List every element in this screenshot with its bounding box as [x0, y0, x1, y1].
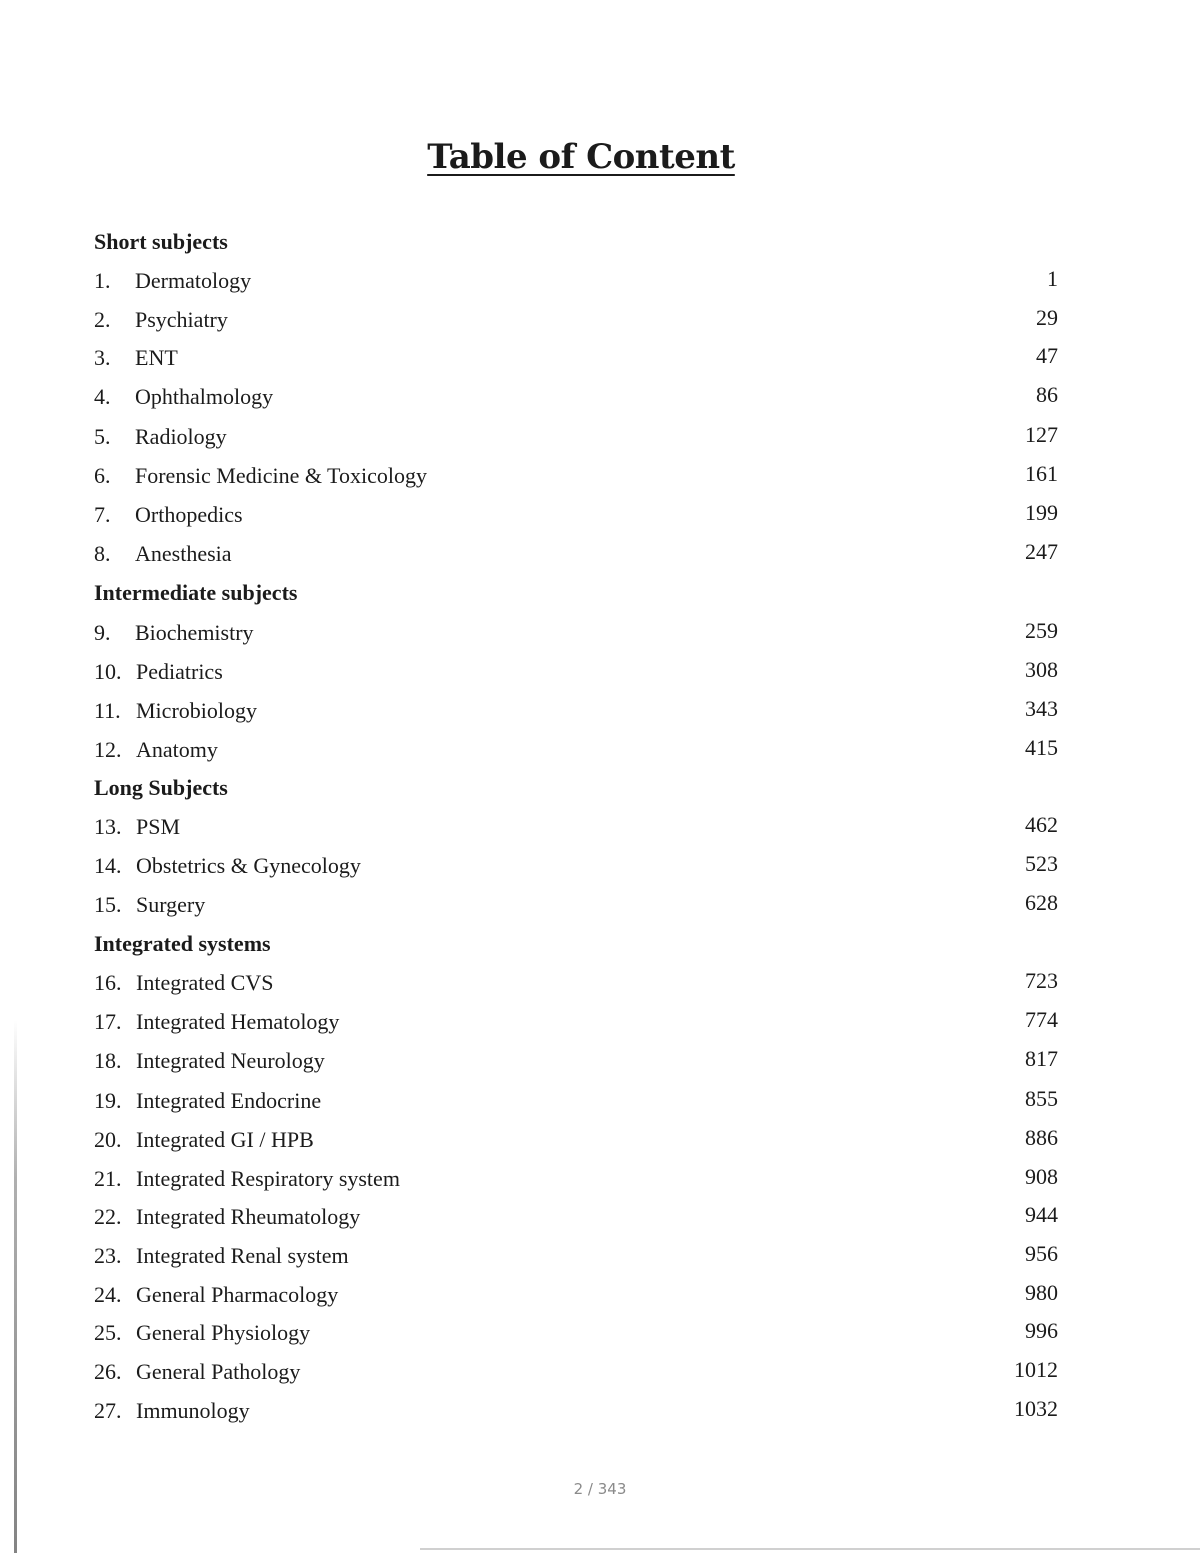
toc-entry-page-number: 1012	[1014, 1357, 1058, 1382]
toc-entry[interactable]	[94, 697, 1058, 725]
toc-entry-page-number: 259	[1025, 618, 1058, 643]
section-heading: Integrated systems	[94, 931, 271, 956]
toc-entry-page-number: 308	[1025, 657, 1058, 682]
toc-entry-number: 7.	[94, 502, 111, 527]
section-heading: Short subjects	[94, 229, 228, 254]
toc-entry-page-number: 1	[1047, 266, 1058, 291]
toc-entry-page-number: 127	[1025, 422, 1058, 447]
toc-entry-number: 17.	[94, 1009, 122, 1034]
toc-entry-number: 1.	[94, 268, 111, 293]
toc-entry-number: 13.	[94, 814, 122, 839]
toc-entry-page-number: 523	[1025, 851, 1058, 876]
toc-entry[interactable]	[94, 852, 1058, 880]
toc-entry-title: Pediatrics	[136, 659, 223, 684]
toc-entry-title: Ophthalmology	[135, 384, 274, 409]
toc-entry-number: 9.	[94, 620, 111, 645]
toc-entry-title: Anesthesia	[135, 541, 232, 566]
toc-entry-number: 21.	[94, 1166, 122, 1191]
toc-entry-title: Biochemistry	[135, 620, 254, 645]
toc-entry[interactable]	[94, 1047, 1058, 1075]
toc-entry-title: Obstetrics & Gynecology	[136, 853, 361, 878]
toc-entry[interactable]	[94, 891, 1058, 919]
toc-entry-title: General Pathology	[136, 1359, 301, 1384]
toc-entry[interactable]	[94, 658, 1058, 686]
toc-entry-page-number: 462	[1025, 812, 1058, 837]
toc-entry-title: Dermatology	[135, 268, 252, 293]
toc-entry-number: 12.	[94, 737, 122, 762]
toc-entry-title: PSM	[136, 814, 181, 839]
toc-entry[interactable]	[94, 1358, 1058, 1386]
toc-entry[interactable]	[94, 423, 1058, 451]
toc-entry-page-number: 944	[1025, 1202, 1058, 1227]
toc-entry-page-number: 47	[1036, 343, 1058, 368]
toc-entry[interactable]	[94, 736, 1058, 764]
toc-entry[interactable]	[94, 1203, 1058, 1231]
toc-entry-title: Immunology	[136, 1398, 250, 1423]
toc-entry-title: Integrated Renal system	[136, 1243, 349, 1268]
toc-entry-page-number: 29	[1036, 305, 1058, 330]
toc-entry-number: 11.	[94, 698, 121, 723]
toc-entry[interactable]	[94, 1165, 1058, 1193]
toc-entry-number: 6.	[94, 463, 111, 488]
toc-entry[interactable]	[94, 540, 1058, 568]
toc-entry-page-number: 199	[1025, 500, 1058, 525]
toc-entry-title: Microbiology	[136, 698, 257, 723]
toc-entry-page-number: 415	[1025, 735, 1058, 760]
section-heading: Intermediate subjects	[94, 580, 298, 605]
toc-entry[interactable]	[94, 1397, 1058, 1425]
toc-entry[interactable]	[94, 383, 1058, 411]
toc-entry[interactable]	[94, 306, 1058, 334]
toc-entry-number: 27.	[94, 1398, 122, 1423]
toc-entry-number: 23.	[94, 1243, 122, 1268]
toc-entry-page-number: 161	[1025, 461, 1058, 486]
toc-entry-page-number: 908	[1025, 1164, 1058, 1189]
toc-entry[interactable]	[94, 1281, 1058, 1309]
toc-entry-number: 2.	[94, 307, 111, 332]
toc-entry-number: 8.	[94, 541, 111, 566]
toc-entry-page-number: 886	[1025, 1125, 1058, 1150]
toc-entry-page-number: 723	[1025, 968, 1058, 993]
toc-entry[interactable]	[94, 969, 1058, 997]
toc-entry-number: 10.	[94, 659, 122, 684]
toc-entry-number: 14.	[94, 853, 122, 878]
toc-entry[interactable]	[94, 501, 1058, 529]
toc-entry-number: 16.	[94, 970, 122, 995]
toc-entry-page-number: 980	[1025, 1280, 1058, 1305]
toc-entry[interactable]	[94, 462, 1058, 490]
toc-entry-title: Integrated Neurology	[136, 1048, 325, 1073]
toc-entry-title: Integrated Rheumatology	[136, 1204, 361, 1229]
toc-entry[interactable]	[94, 344, 1058, 372]
toc-entry-title: ENT	[135, 345, 178, 370]
page-title-text: Table of Content	[427, 137, 735, 177]
toc-entry-page-number: 817	[1025, 1046, 1058, 1071]
toc-entry-title: Forensic Medicine & Toxicology	[135, 463, 427, 488]
toc-entry-number: 19.	[94, 1088, 122, 1113]
toc-entry-number: 5.	[94, 424, 111, 449]
toc-entry[interactable]	[94, 1242, 1058, 1270]
toc-entry-page-number: 628	[1025, 890, 1058, 915]
toc-entry-page-number: 86	[1036, 382, 1058, 407]
toc-entry-number: 24.	[94, 1282, 122, 1307]
page-indicator: 2 / 343	[573, 1480, 627, 1498]
toc-entry-number: 20.	[94, 1127, 122, 1152]
toc-entry[interactable]	[94, 1126, 1058, 1154]
toc-entry-title: General Physiology	[136, 1320, 311, 1345]
toc-entry-number: 15.	[94, 892, 122, 917]
toc-entry[interactable]	[94, 1087, 1058, 1115]
toc-entry-title: Psychiatry	[135, 307, 228, 332]
toc-entry[interactable]	[94, 267, 1058, 295]
toc-entry-page-number: 247	[1025, 539, 1058, 564]
toc-entry-page-number: 996	[1025, 1318, 1058, 1343]
toc-entry-title: Integrated GI / HPB	[136, 1127, 314, 1152]
toc-entry-number: 22.	[94, 1204, 122, 1229]
toc-entry-page-number: 774	[1025, 1007, 1058, 1032]
toc-entry-title: Surgery	[136, 892, 206, 917]
toc-entry-number: 4.	[94, 384, 111, 409]
toc-entry-page-number: 855	[1025, 1086, 1058, 1111]
toc-entry-number: 25.	[94, 1320, 122, 1345]
toc-entry-title: Integrated Endocrine	[136, 1088, 322, 1113]
toc-entry[interactable]	[94, 1008, 1058, 1036]
toc-entry[interactable]	[94, 813, 1058, 841]
toc-entry[interactable]	[94, 619, 1058, 647]
toc-entry-page-number: 343	[1025, 696, 1058, 721]
toc-entry-title: Integrated Respiratory system	[136, 1166, 400, 1191]
toc-entry-title: Orthopedics	[135, 502, 243, 527]
toc-entry-title: Radiology	[135, 424, 227, 449]
toc-entry-title: Anatomy	[136, 737, 218, 762]
toc-entry-page-number: 956	[1025, 1241, 1058, 1266]
toc-entry-page-number: 1032	[1014, 1396, 1058, 1421]
toc-entry-title: Integrated CVS	[136, 970, 274, 995]
toc-entry-number: 18.	[94, 1048, 122, 1073]
section-heading: Long Subjects	[94, 775, 228, 800]
toc-entry[interactable]	[94, 1319, 1058, 1347]
toc-entry-title: Integrated Hematology	[136, 1009, 340, 1034]
toc-entry-number: 26.	[94, 1359, 122, 1384]
toc-entry-number: 3.	[94, 345, 111, 370]
toc-entry-title: General Pharmacology	[136, 1282, 339, 1307]
